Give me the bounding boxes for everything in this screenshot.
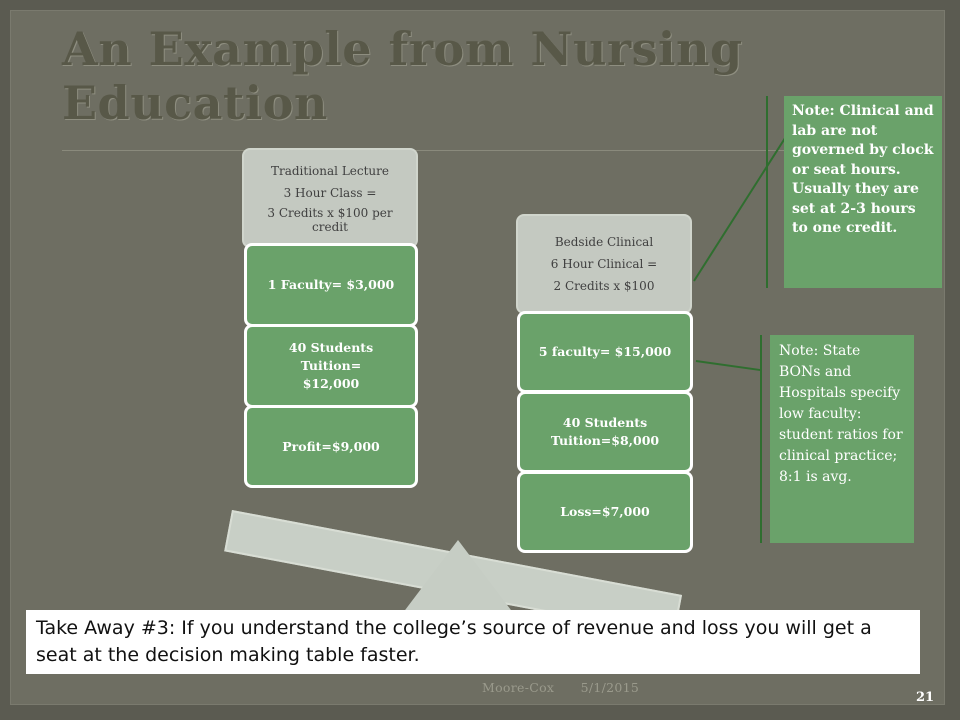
left-block-tuition-text: 40 Students Tuition= $12,000 <box>288 340 374 391</box>
slide-footer <box>482 680 661 695</box>
left-block-faculty-text: 1 Faculty= $3,000 <box>267 277 395 292</box>
note-clinical-lab-text: Note: Clinical and lab are not governed by clock or seat hours. Usually they are set at 2-3 hours to one credit. <box>792 103 934 236</box>
note-state-bons-text: Note: State BONs and Hospitals specify low faculty: student ratios for clinical practice; 8:1 is avg. <box>779 343 903 485</box>
right-header-line-3: 2 Credits x $100 <box>553 279 655 293</box>
right-block-faculty-text: 5 faculty= $15,000 <box>538 344 672 359</box>
left-block-profit <box>244 405 418 488</box>
right-stack-header <box>516 214 692 314</box>
note-clinical-accent <box>766 96 768 288</box>
takeaway-box <box>26 610 920 674</box>
right-header-line-1: Bedside Clinical <box>554 235 654 249</box>
left-block-faculty <box>244 243 418 327</box>
left-block-profit-text: Profit=$9,000 <box>282 438 380 454</box>
note-state-accent <box>760 335 762 543</box>
left-header-line-2: 3 Hour Class = <box>283 186 377 200</box>
right-block-loss-text: Loss=$7,000 <box>560 504 650 519</box>
right-header-line-2: 6 Hour Clinical = <box>550 257 658 271</box>
left-header-line-1: Traditional Lecture <box>270 164 389 178</box>
note-state-bons <box>770 335 914 543</box>
right-block-tuition-text: 40 Students Tuition=$8,000 <box>550 415 660 448</box>
right-block-faculty <box>517 311 693 393</box>
page-number: 21 <box>916 690 935 705</box>
footer-author: Moore-Cox <box>482 680 555 695</box>
note-clinical-lab <box>784 96 942 288</box>
left-header-line-3: 3 Credits x $100 per credit <box>267 206 393 234</box>
slide-title: An Example from Nursing Education <box>62 22 743 130</box>
footer-date: 5/1/2015 <box>580 680 640 695</box>
takeaway-text: Take Away #3: If you understand the college’s source of revenue and loss you will get a seat at the decision making table faster. <box>36 617 872 666</box>
left-block-tuition <box>244 324 418 408</box>
right-block-tuition <box>517 391 693 473</box>
left-stack-header <box>242 148 418 248</box>
right-block-loss <box>517 471 693 553</box>
